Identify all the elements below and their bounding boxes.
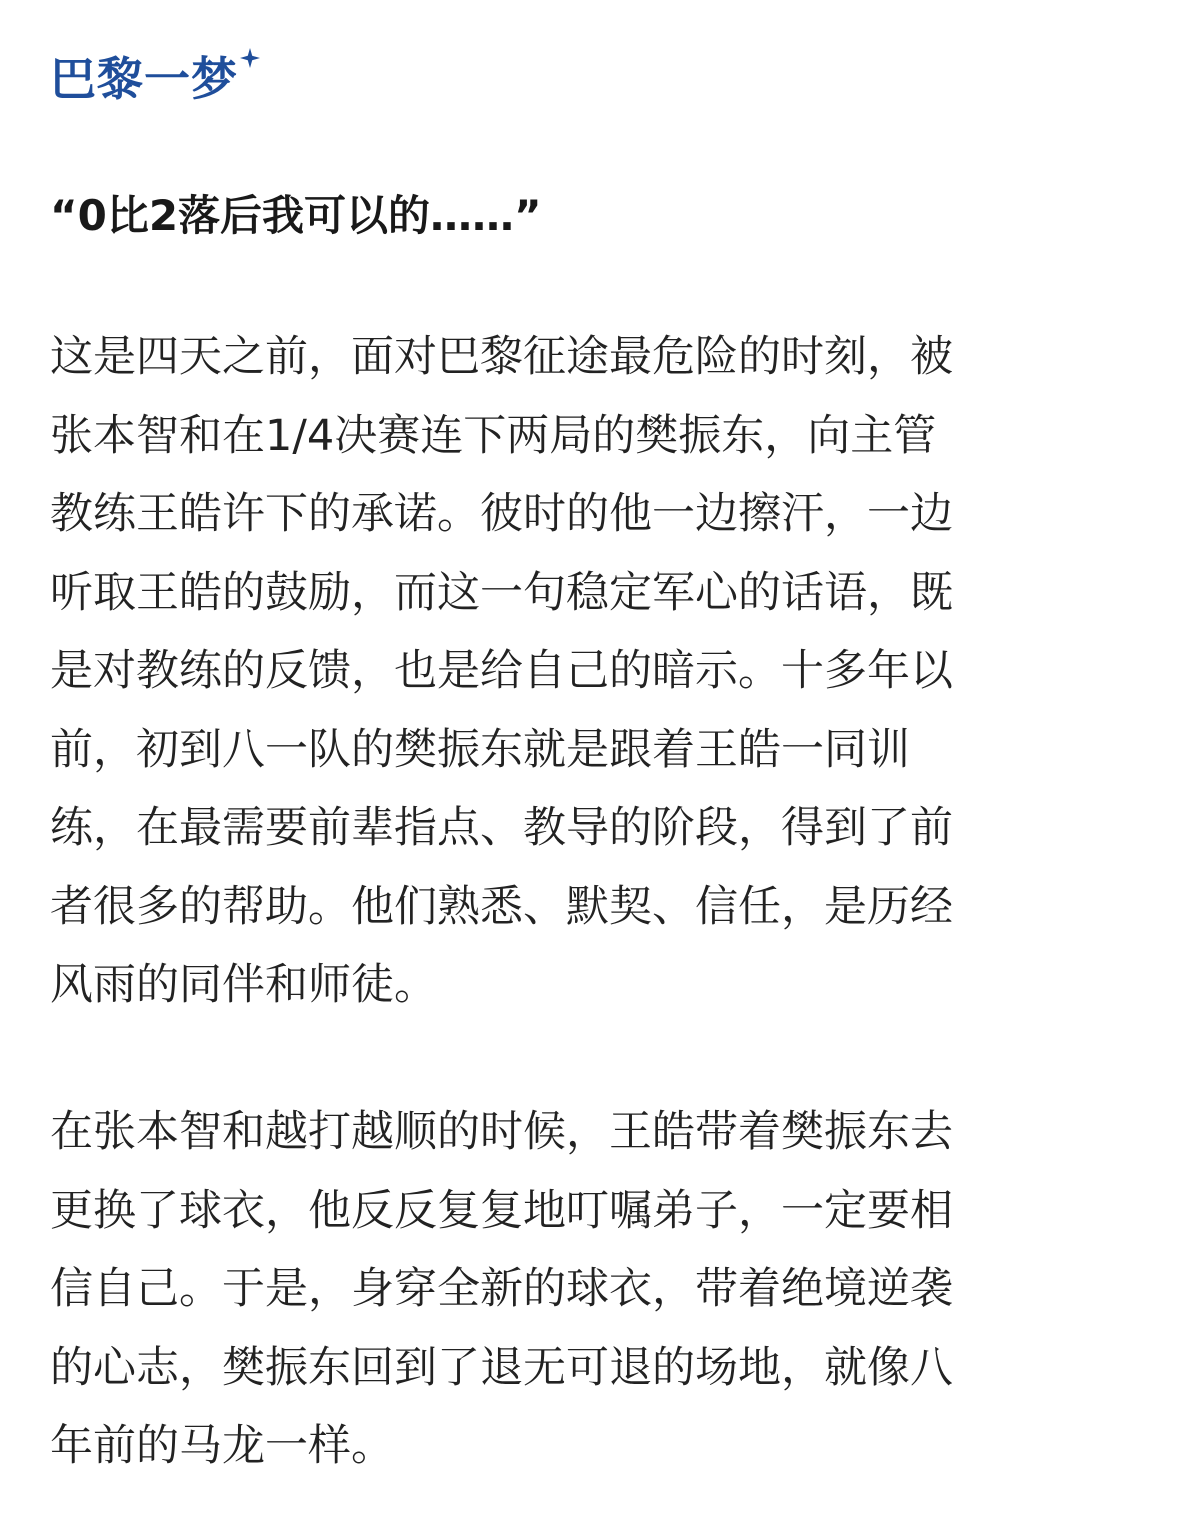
- paragraph-line: 年前的马龙一样。: [50, 1421, 394, 1471]
- paragraph-line: 者很多的帮助。他们熟悉、默契、信任，是历经: [50, 881, 953, 932]
- paragraph-line: 听取王皓的鼓励，而这一句稳定军心的话语，既: [50, 567, 953, 618]
- paragraph-line: 是对教练的反馈，也是给自己的暗示。十多年以: [50, 646, 953, 696]
- paragraph-1: [50, 318, 1150, 1025]
- paragraph-line: 前，初到八一队的樊振东就是跟着王皓一同训: [50, 724, 910, 775]
- paragraph-line: 练，在最需要前辈指点、教导的阶段，得到了前: [50, 803, 953, 853]
- sparkle-icon: [240, 48, 260, 68]
- paragraph-line: 这是四天之前，面对巴黎征途最危险的时刻，被: [50, 332, 953, 382]
- paragraph-line: 更换了球衣，他反反复复地叮嘱弟子，一定要相: [50, 1185, 953, 1236]
- paragraph-line: 风雨的同伴和师徒。: [50, 960, 437, 1010]
- paragraph-line: 在张本智和越打越顺的时候，王皓带着樊振东去: [50, 1107, 953, 1157]
- topic-tag[interactable]: [50, 44, 260, 114]
- paragraph-line: 的心志，樊振东回到了退无可退的场地，就像八: [50, 1342, 953, 1393]
- paragraph-line: 张本智和在1/4决赛连下两局的樊振东，向主管: [50, 410, 937, 461]
- paragraph-2: [50, 1093, 1150, 1486]
- paragraph-line: 教练王皓许下的承诺。彼时的他一边擦汗，一边: [50, 489, 953, 539]
- headline-quote: “0比2落后我可以的……”: [50, 191, 542, 240]
- paragraph-line: 信自己。于是，身穿全新的球衣，带着绝境逆袭: [50, 1264, 953, 1314]
- topic-label[interactable]: 巴黎一梦: [50, 52, 238, 106]
